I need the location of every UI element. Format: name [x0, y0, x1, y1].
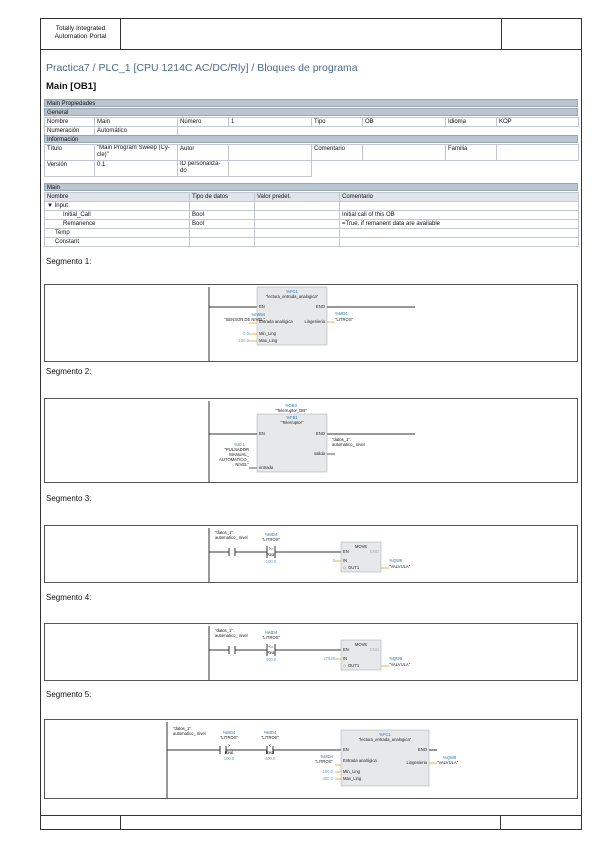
cmp-address: %MD4	[264, 532, 278, 537]
block-title: Main [OB1]	[46, 81, 97, 92]
cmp-type: Real	[266, 650, 276, 655]
iface-row-comment: =True, if remanent data are available	[340, 220, 579, 229]
numero-label: Número	[178, 118, 229, 127]
c2-address: %MD4	[263, 730, 277, 735]
eno-pin: ENO	[417, 747, 427, 752]
iface-row-name: Remanence	[45, 220, 190, 229]
fc1-number: %FC1	[379, 732, 391, 737]
segment-3-network	[44, 525, 578, 583]
move-title: MOVE	[354, 544, 368, 549]
version-label: Versión	[45, 161, 95, 177]
in-address: %MD4	[320, 754, 333, 759]
props-general-table	[44, 117, 579, 136]
en-pin: EN	[343, 549, 349, 554]
out1-icon: ◇	[343, 663, 347, 668]
segment-2-label: Segmento 2:	[46, 367, 92, 376]
c2-op: <	[268, 743, 272, 748]
iface-row-type	[190, 202, 255, 211]
eno-pin: ENO	[315, 431, 325, 436]
collapse-triangle-icon[interactable]: ▼	[47, 203, 53, 209]
iface-row-name: Initial_Call	[45, 211, 190, 220]
in-tag: "LITROS"	[314, 759, 333, 764]
table-row	[45, 202, 579, 211]
out-address: %QW8	[443, 755, 457, 760]
in-tag: "SENSOR DE NIVEL"	[224, 317, 265, 322]
c1-op: >	[227, 743, 231, 748]
numeracion-value: Automático	[95, 127, 178, 136]
segment-5-label: Segmento 5:	[46, 690, 92, 699]
iface-h-valor: Valor predet.	[255, 193, 340, 202]
numeracion-label: Numeración	[45, 127, 95, 136]
table-row	[45, 238, 579, 247]
iface-row-comment	[340, 229, 579, 238]
nombre-label: Nombre	[45, 118, 95, 127]
footer-divider-2	[500, 816, 501, 830]
contact-tag: "datos_1". automatico_ nivel	[215, 628, 248, 638]
iface-row-val	[255, 202, 340, 211]
fb1-name: "Telerruptor"	[280, 420, 304, 425]
cmp-value: 100.0	[265, 559, 277, 564]
props-info-table	[44, 144, 579, 177]
segment-3-label: Segmento 3:	[46, 494, 92, 503]
cmp-op: >=	[268, 546, 274, 551]
param-min: Min_Ling	[259, 331, 276, 336]
eno-pin: ENO	[369, 549, 379, 554]
table-row	[45, 229, 579, 238]
param-max: Max_Ling	[259, 338, 278, 343]
iface-row-type	[190, 229, 255, 238]
iface-row-val	[255, 211, 340, 220]
iface-h-nombre: Nombre	[45, 193, 190, 202]
out-tag: "VALVULA"	[389, 662, 411, 667]
idioma-value: KOP	[497, 118, 579, 127]
page-footer	[40, 815, 582, 830]
salida-pin: salida	[314, 451, 325, 456]
contact-tag-wrap	[215, 530, 255, 546]
c2-tag: "LITROS"	[260, 735, 280, 740]
in-address: %I0.1	[234, 442, 245, 447]
iface-row-val	[255, 229, 340, 238]
c1-value: 100.0	[223, 756, 235, 761]
in-value: 27648	[323, 656, 335, 661]
autor-label: Autor	[178, 145, 229, 161]
in-tag: "PULSADOR MANUAL_ AUTOMATICO_ NIVEL"	[219, 447, 249, 467]
out-tag: "VALVULA"	[437, 760, 459, 765]
cmp-address: %MD4	[264, 630, 278, 635]
iface-row-type: Bool	[190, 220, 255, 229]
in-tag-wrap	[213, 447, 249, 471]
nombre-value: Main	[95, 118, 178, 127]
max-value: 100.0	[238, 338, 249, 343]
footer-divider-1	[120, 816, 121, 830]
param-entrada: Entrada analógica	[259, 319, 293, 324]
en-pin: EN	[343, 647, 349, 652]
eno-pin: ENO	[315, 304, 325, 309]
cmp-value: 400.0	[265, 657, 277, 662]
iface-row-val	[255, 238, 340, 247]
table-row	[45, 220, 579, 229]
move-title: MOVE	[354, 642, 368, 647]
param-min: Min_Ling	[343, 769, 360, 774]
cmp-tag: "LITROS"	[261, 635, 281, 640]
segment-2-network	[44, 398, 578, 483]
in-address: %IW64	[251, 312, 265, 317]
en-pin: EN	[343, 747, 349, 752]
out-address: %QW8	[389, 656, 403, 661]
c2-value: 400.0	[264, 756, 276, 761]
numero-value: 1	[229, 118, 312, 127]
min-value: 100.0	[322, 769, 333, 774]
segment-1-label: Segmento 1:	[46, 257, 92, 266]
c2-type: Real	[265, 750, 275, 755]
out-tag: "VALVULA"	[389, 564, 411, 569]
out-tag: "datos_1". automatico_ nivel	[332, 437, 365, 447]
min-value: 0.0	[243, 331, 249, 336]
db3-number: %DB3	[285, 403, 297, 408]
entrada-pin: entrada	[259, 465, 274, 470]
out-pin: Lingenieria	[304, 319, 325, 324]
idioma-label: Idioma	[446, 118, 497, 127]
iface-h-comentario: Comentario	[340, 193, 579, 202]
out-tag-wrap	[332, 437, 372, 457]
portal-line2: Automation Portal	[54, 33, 107, 40]
fc1-name: "lectura_entrada_analogica"	[358, 737, 412, 742]
segment-4-network	[44, 623, 578, 681]
tipo-value: OB	[363, 118, 446, 127]
iface-row-comment	[340, 202, 579, 211]
fb1-number: %FB1	[286, 415, 298, 420]
props-general: General	[44, 108, 578, 116]
tipo-label: Tipo	[312, 118, 363, 127]
titulo-label: Título	[45, 145, 95, 161]
out-pin: Lingenieria	[406, 760, 427, 765]
comentario-label: Comentario	[312, 145, 363, 161]
iface-row-name: Constant	[45, 238, 190, 247]
segment-5-network	[44, 719, 578, 799]
contact-tag-wrap	[173, 726, 213, 742]
iface-row-comment: Initial call of this OB	[340, 211, 579, 220]
cmp-type: Real	[266, 552, 276, 557]
cmp-op: <=	[268, 644, 274, 649]
in-value: 0	[332, 558, 335, 563]
iface-row-comment	[340, 238, 579, 247]
contact-tag-wrap	[215, 628, 255, 644]
eno-pin: ENO	[369, 647, 379, 652]
props-informacion: Información	[44, 135, 578, 143]
segment-4-label: Segmento 4:	[46, 593, 92, 602]
c1-address: %MD4	[222, 730, 236, 735]
param-max: Max_Ling	[343, 776, 362, 781]
iface-row-name: Input	[54, 203, 68, 209]
fc1-number: %FC1	[286, 289, 298, 294]
out1-pin: OUT1	[348, 565, 360, 570]
fc1-name: "lectura_entrada_analogica"	[265, 294, 319, 299]
table-row	[45, 211, 579, 220]
db3-name: "Telerruptor_DB"	[275, 408, 307, 413]
iface-table	[44, 192, 579, 247]
iface-h-tipo: Tipo de datos	[190, 193, 255, 202]
props-section: Main Propiedades	[44, 99, 578, 107]
page-title: Practica7 / PLC_1 [CPU 1214C AC/DC/Rly] / Bloques de programa	[46, 62, 358, 74]
param-entrada: Entrada analógica	[343, 758, 377, 763]
iface-row-val	[255, 220, 340, 229]
out-address: %QW8	[389, 558, 403, 563]
segment-1-network	[44, 284, 578, 362]
contact-tag: "datos_1". automatico_ nivel	[173, 726, 206, 736]
out1-icon: ◇	[343, 565, 347, 570]
iface-row-type: Bool	[190, 211, 255, 220]
out-address: %MD4	[335, 311, 348, 316]
max-value: 400.0	[322, 776, 333, 781]
iface-section: Main	[44, 183, 578, 191]
in-pin: IN	[343, 558, 348, 563]
c1-tag: "LITROS"	[219, 735, 239, 740]
iface-row-name: Temp	[45, 229, 190, 238]
familia-label: Familia	[446, 145, 497, 161]
iface-row-type	[190, 238, 255, 247]
titulo-value: "Main Program Sweep (Cy-cle)"	[95, 145, 178, 161]
portal-line1: Totally Integrated	[55, 25, 106, 32]
in-pin: IN	[343, 656, 348, 661]
contact-tag: "datos_1". automatico_ nivel	[215, 530, 248, 540]
en-pin: EN	[259, 304, 265, 309]
id-label: ID personaliza-do	[178, 161, 229, 177]
out-tag: "LITROS"	[335, 317, 354, 322]
cmp-tag: "LITROS"	[261, 537, 281, 542]
version-value: 0.1	[95, 161, 178, 177]
en-pin: EN	[259, 431, 265, 436]
c1-type: Real	[224, 750, 234, 755]
out1-pin: OUT1	[348, 663, 360, 668]
